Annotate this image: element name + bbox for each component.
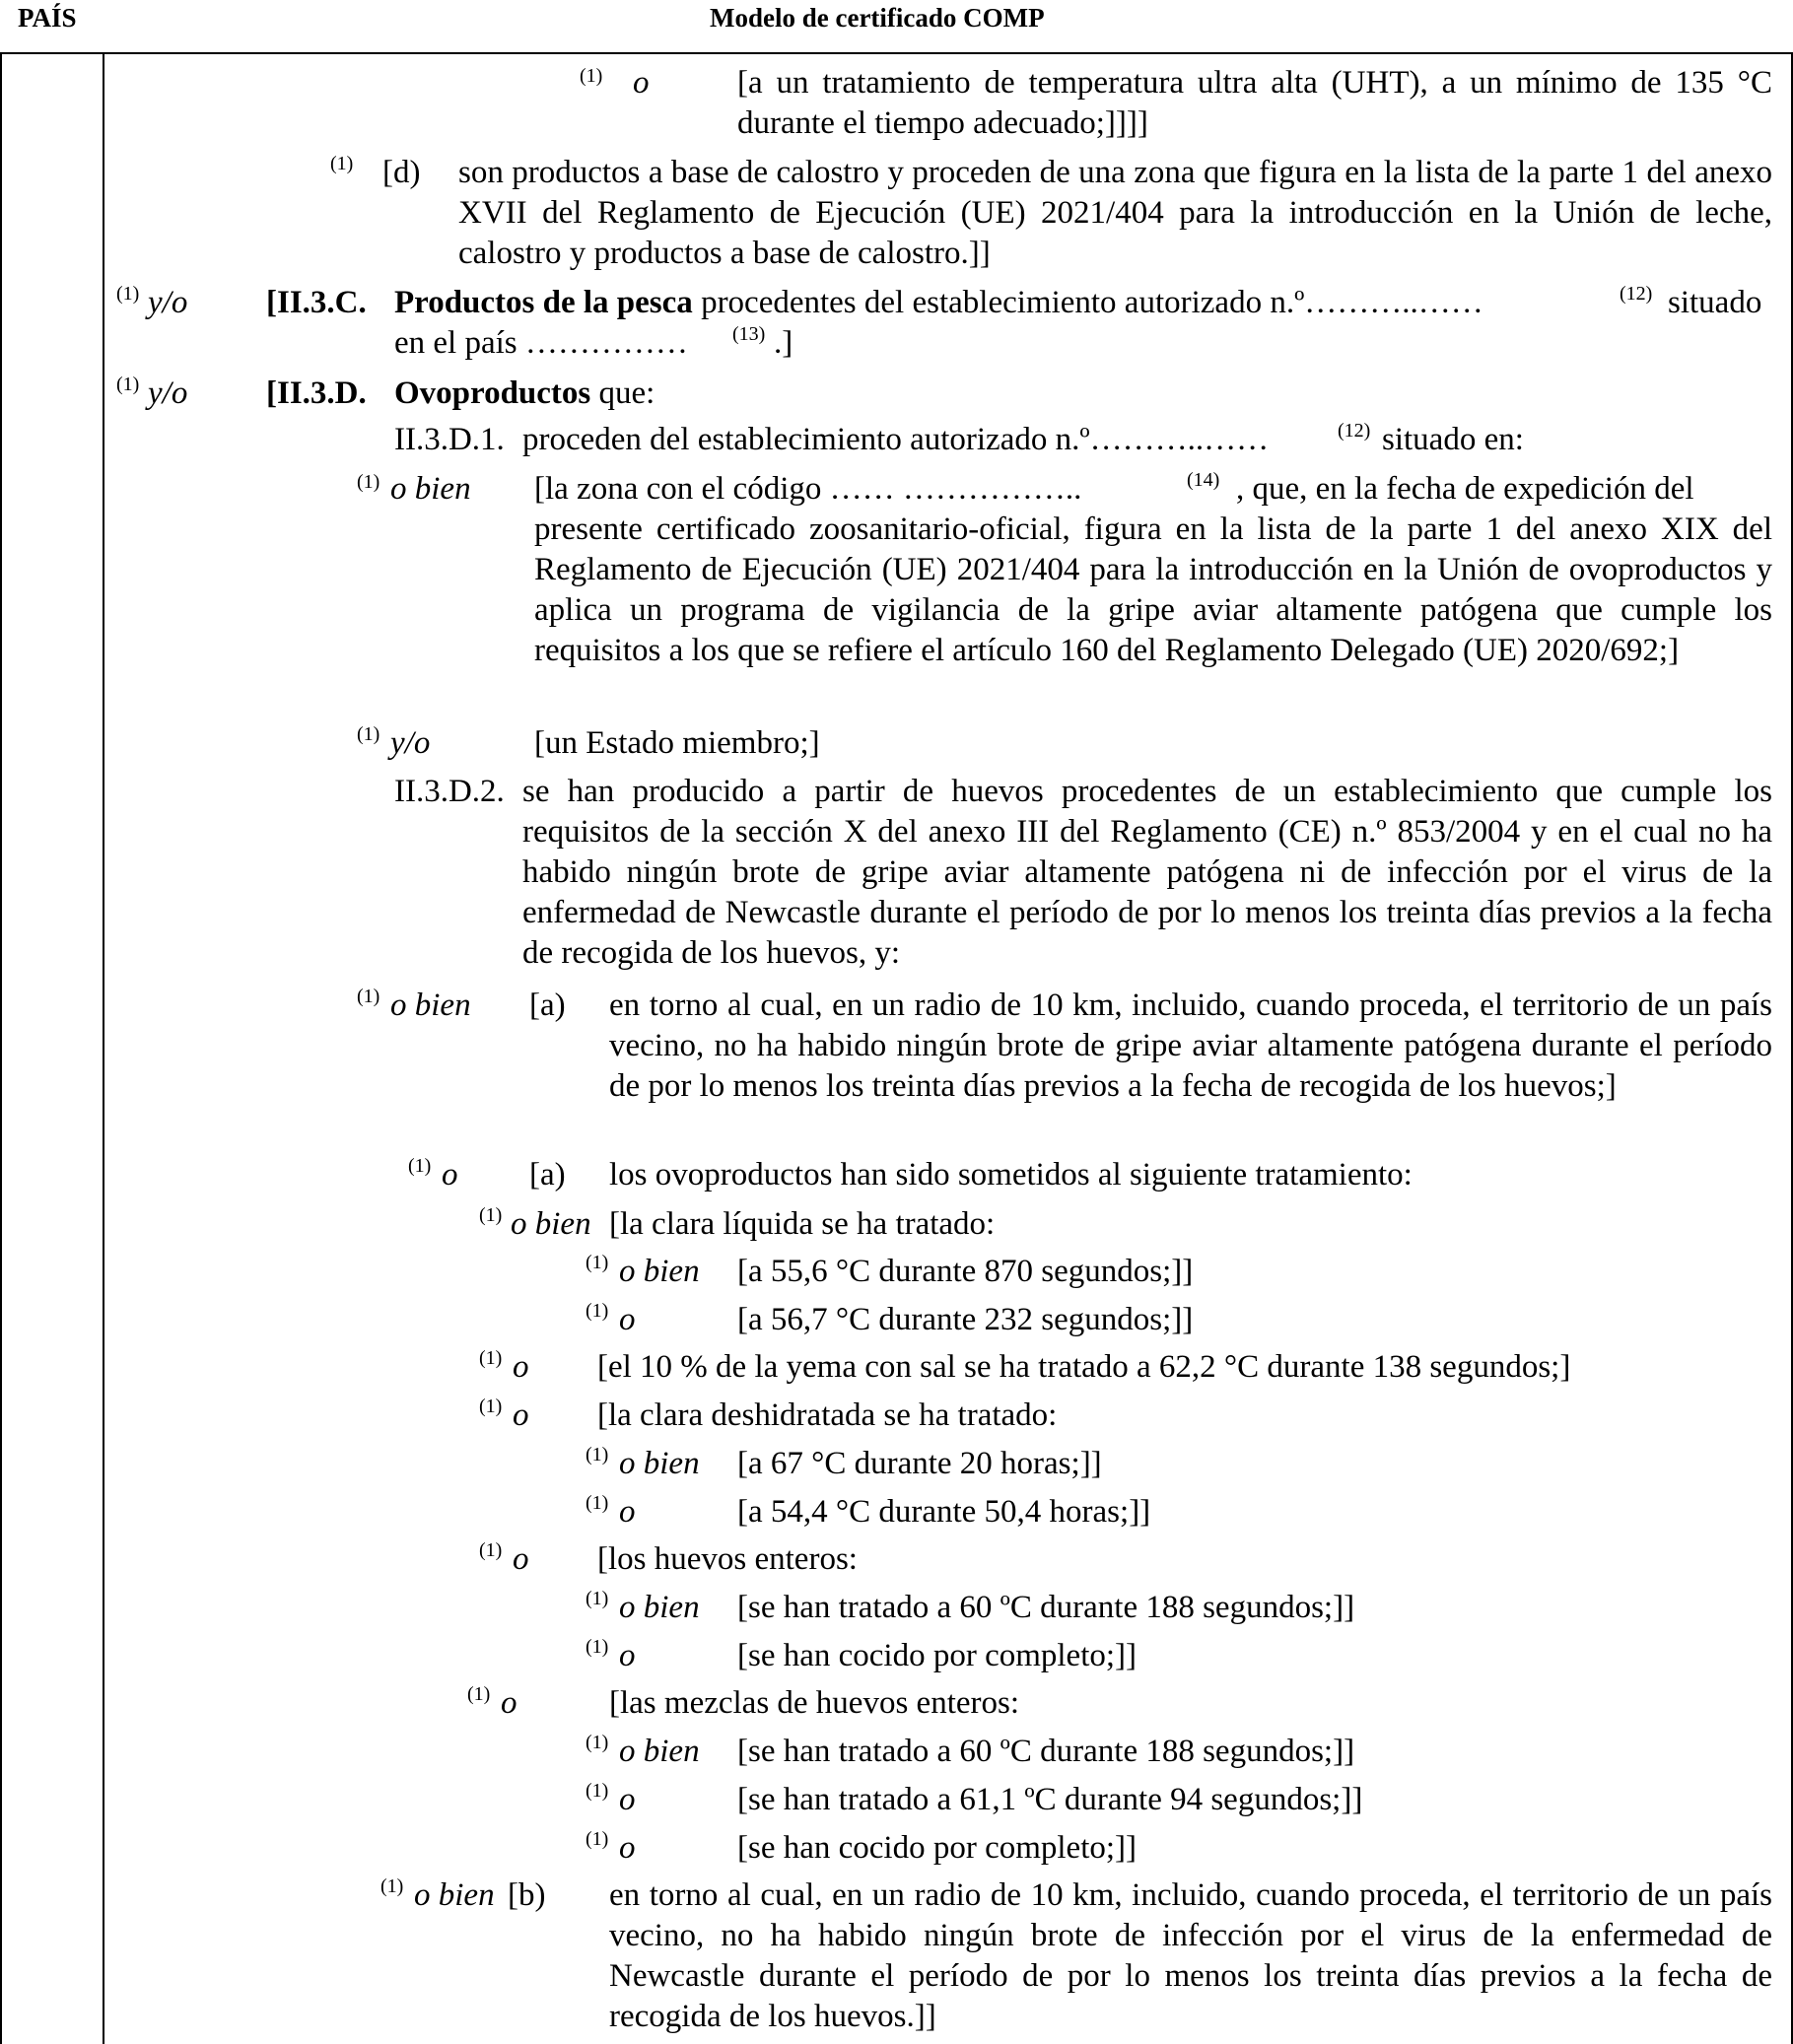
- subsection-text: proceden del establecimiento autorizado n.º………..……: [522, 422, 1270, 457]
- section-title: Productos de la pesca: [394, 285, 693, 320]
- treatment-option: [a 56,7 °C durante 232 segundos;]]: [737, 1302, 1194, 1337]
- footnote-ref: (1): [357, 471, 380, 493]
- footnote-ref: (1): [116, 374, 140, 395]
- section-text: en el país ……………: [394, 325, 688, 361]
- option-marker: o bien: [511, 1206, 591, 1242]
- clause-uht: [a un tratamiento de temperatura ultra alta (UHT), a un mínimo de 135 °C durante el tiempo adecuado;]]]]: [737, 65, 1772, 141]
- footnote-ref: (1): [479, 1347, 503, 1369]
- option-marker: o bien: [619, 1590, 700, 1625]
- option-marker: o: [619, 1302, 636, 1337]
- footnote-ref: (1): [479, 1396, 503, 1417]
- option-marker: o: [619, 1830, 636, 1866]
- subsection-text: situado en:: [1382, 422, 1524, 457]
- subsection-number: II.3.D.2.: [394, 774, 505, 809]
- option-marker: o bien: [619, 1446, 700, 1481]
- option-marker: o: [501, 1685, 517, 1721]
- footnote-ref: (12): [1620, 283, 1653, 305]
- header-title: Modelo de certificado COMP: [710, 3, 1045, 33]
- footnote-ref: (1): [357, 986, 380, 1007]
- header-country: PAÍS: [18, 3, 77, 33]
- option-marker: o bien: [619, 1254, 700, 1289]
- treatment-option: [se han tratado a 60 ºC durante 188 segundos;]]: [737, 1590, 1355, 1625]
- treatment-option: [se han tratado a 61,1 ºC durante 94 segundos;]]: [737, 1782, 1363, 1817]
- option-marker: o: [513, 1397, 529, 1433]
- footnote-ref: (1): [586, 1828, 609, 1850]
- option-marker: o bien: [390, 988, 471, 1023]
- treatment-option: [a 54,4 °C durante 50,4 horas;]]: [737, 1494, 1151, 1530]
- footnote-ref: (1): [357, 723, 380, 745]
- footnote-ref: (1): [116, 283, 140, 305]
- footnote-ref: (1): [330, 153, 354, 174]
- option-marker: o: [513, 1349, 529, 1385]
- footnote-ref: (1): [380, 1875, 404, 1897]
- table-column-divider: [103, 52, 104, 2044]
- treatment-mezclas: [las mezclas de huevos enteros:: [609, 1685, 1020, 1721]
- subsection-number: II.3.D.1.: [394, 422, 505, 457]
- section-title: Ovoproductos: [394, 375, 591, 411]
- clause-zona: presente certificado zoosanitario-oficial, figura en la lista de la parte 1 del anexo XIX del Reglamento de Ejecución (UE) 2021/404 para la introducción en la Unión de ovoproductos y aplica un programa de vigilancia de la gripe aviar altamente patógena que cumple los requisitos a los que se refiere el artículo 160 del Reglamento Delegado (UE) 2020/692;]: [534, 511, 1772, 668]
- clause-tratamiento: los ovoproductos han sido sometidos al siguiente tratamiento:: [609, 1157, 1413, 1192]
- clause-newcastle: en torno al cual, en un radio de 10 km, incluido, cuando proceda, el territorio de un país vecino, no ha habido ningún brote de infección por el virus de la enfermedad de Newcastle durante el período de por lo menos los treinta días previos a la fecha de recogida de los huevos.]]: [609, 1877, 1772, 2034]
- option-marker: o: [442, 1157, 458, 1192]
- section-text: .]: [774, 325, 793, 361]
- option-marker: y/o: [148, 285, 188, 320]
- section-text: situado: [1668, 285, 1762, 320]
- table-top-border: [0, 52, 1793, 54]
- footnote-ref: (1): [467, 1683, 491, 1705]
- footnote-ref: (1): [586, 1780, 609, 1802]
- footnote-ref: (1): [586, 1636, 609, 1658]
- table-left-border: [0, 52, 2, 2044]
- clause-zona-line1: [la zona con el código …… ……………..: [534, 471, 1082, 507]
- clause-label: [d): [382, 155, 421, 190]
- section-ii3c-line1: [394, 283, 1483, 323]
- footnote-ref: (14): [1187, 469, 1220, 491]
- subsection-d2-text: se han producido a partir de huevos procedentes de un establecimiento que cumple los requisitos de la sección X del anexo III del Reglamento (CE) n.º 853/2004 y en el cual no ha habido ningún brote de gripe aviar altamente patógena ni de infección por el virus de la enfermedad de Newcastle durante el período de por lo menos los treinta días previos a la fecha de recogida de los huevos, y:: [522, 774, 1772, 971]
- footnote-ref: (1): [479, 1204, 503, 1226]
- clause-label: [a): [529, 988, 566, 1023]
- option-marker: o: [619, 1782, 636, 1817]
- footnote-ref: (1): [586, 1444, 609, 1465]
- treatment-option: [se han cocido por completo;]]: [737, 1830, 1138, 1866]
- treatment-clara-deshidratada: [la clara deshidratada se ha tratado:: [597, 1397, 1058, 1433]
- clause-label: [b): [508, 1877, 546, 1913]
- option-marker: o bien: [390, 471, 471, 507]
- treatment-clara-liquida: [la clara líquida se ha tratado:: [609, 1206, 996, 1242]
- option-marker: y/o: [390, 725, 431, 761]
- option-marker: y/o: [148, 375, 188, 411]
- footnote-ref: (1): [479, 1539, 503, 1561]
- option-marker: o: [513, 1541, 529, 1577]
- option-marker: o: [619, 1494, 636, 1530]
- clause-calostro: son productos a base de calostro y proceden de una zona que figura en la lista de la parte 1 del anexo XVII del Reglamento de Ejecución (UE) 2021/404 para la introducción en la Unión de leche, calostro y productos a base de calostro.]]: [458, 155, 1772, 271]
- section-ii3d-title: [394, 374, 655, 414]
- footnote-ref: (1): [586, 1252, 609, 1273]
- footnote-ref: (1): [586, 1588, 609, 1609]
- treatment-yema: [el 10 % de la yema con sal se ha tratado a 62,2 °C durante 138 segundos;]: [597, 1349, 1571, 1385]
- section-number: [II.3.C.: [266, 285, 367, 320]
- treatment-option: [se han tratado a 60 ºC durante 188 segundos;]]: [737, 1734, 1355, 1769]
- footnote-ref: (1): [586, 1492, 609, 1514]
- section-text: que:: [598, 375, 655, 411]
- treatment-option: [a 67 °C durante 20 horas;]]: [737, 1446, 1102, 1481]
- option-marker: o: [633, 65, 650, 101]
- treatment-huevos-enteros: [los huevos enteros:: [597, 1541, 858, 1577]
- footnote-ref: (13): [732, 323, 766, 345]
- section-number: [II.3.D.: [266, 375, 367, 411]
- footnote-ref: (1): [580, 65, 603, 87]
- clause-gripe-aviar: en torno al cual, en un radio de 10 km, incluido, cuando proceda, el territorio de un país vecino, no ha habido ningún brote de gripe aviar altamente patógena durante el período de por lo menos los treinta días previos a la fecha de recogida de los huevos;]: [609, 988, 1772, 1104]
- treatment-option: [se han cocido por completo;]]: [737, 1638, 1138, 1673]
- clause-estado-miembro: [un Estado miembro;]: [534, 725, 820, 761]
- footnote-ref: (1): [586, 1300, 609, 1322]
- treatment-option: [a 55,6 °C durante 870 segundos;]]: [737, 1254, 1194, 1289]
- clause-label: [a): [529, 1157, 566, 1192]
- clause-zona-line1-end: , que, en la fecha de expedición del: [1236, 471, 1694, 507]
- option-marker: o bien: [619, 1734, 700, 1769]
- section-text: procedentes del establecimiento autorizado n.º………..……: [701, 285, 1483, 320]
- footnote-ref: (1): [586, 1732, 609, 1753]
- option-marker: o bien: [414, 1877, 495, 1913]
- footnote-ref: (12): [1338, 420, 1371, 442]
- option-marker: o: [619, 1638, 636, 1673]
- footnote-ref: (1): [408, 1155, 432, 1177]
